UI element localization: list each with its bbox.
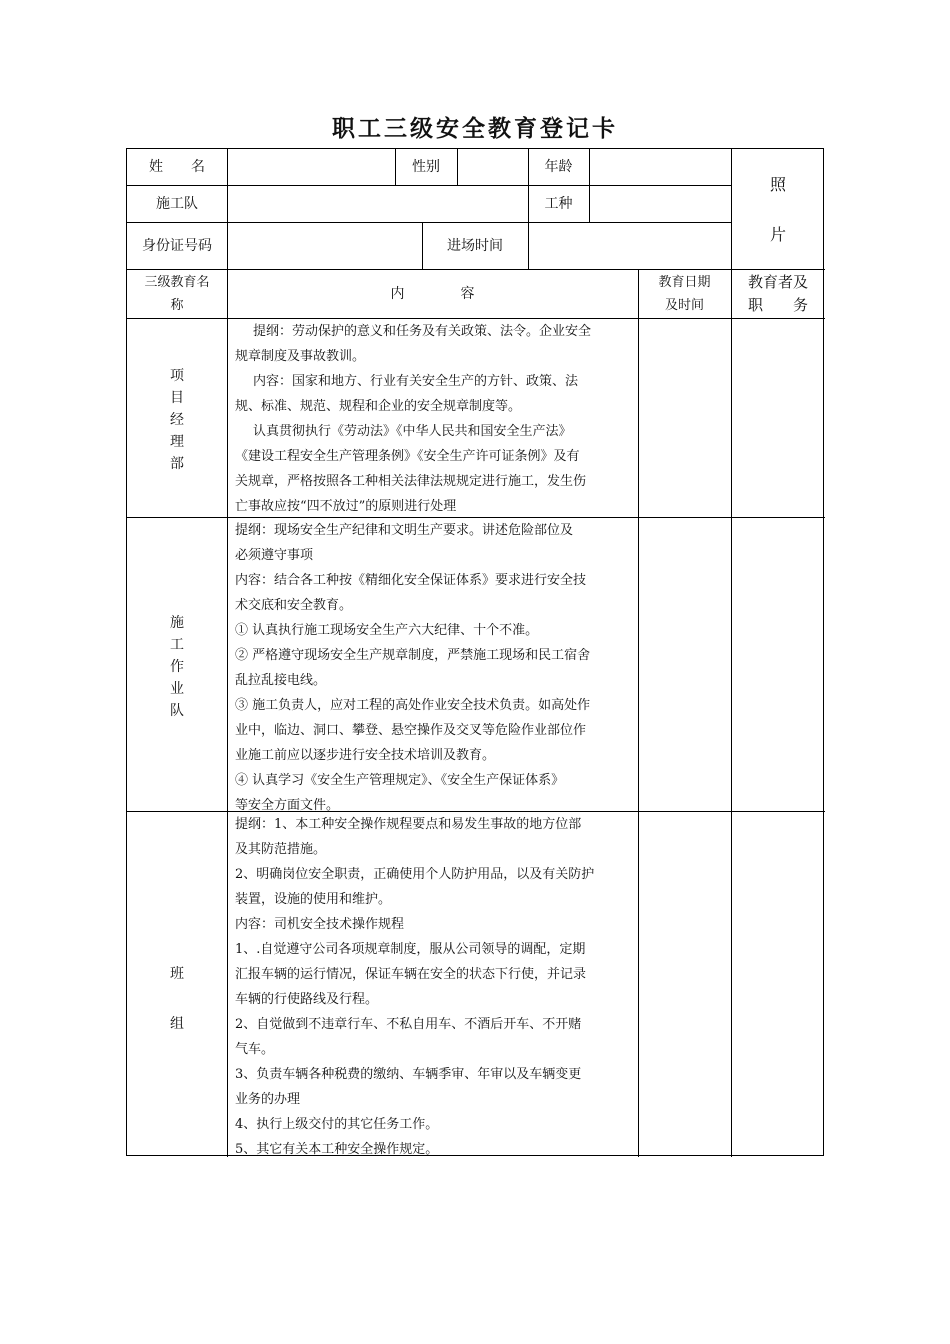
content-column-header: 内 容: [390, 285, 475, 302]
name-label: 姓 名: [149, 159, 205, 175]
photo-label-2: 片: [769, 225, 786, 244]
gender-label: 性别: [412, 159, 440, 175]
page-title: 职工三级安全教育登记卡: [332, 115, 618, 142]
id-label: 身份证号码: [142, 237, 212, 254]
entry-label: 进场时间: [447, 237, 503, 254]
level-column-header: 三级教育名 称: [144, 274, 210, 313]
id-field[interactable]: [227, 222, 422, 269]
educator-column-header: 教育者及 职 务: [747, 272, 808, 314]
date-field-team[interactable]: [638, 811, 731, 1157]
gender-field[interactable]: [457, 149, 528, 185]
educator-field-team[interactable]: [731, 811, 825, 1157]
age-label: 年龄: [544, 159, 573, 175]
age-field[interactable]: [589, 149, 731, 185]
team-field[interactable]: [227, 185, 528, 222]
registration-form: [126, 148, 824, 1156]
section-label-team: 班 组: [170, 966, 184, 1032]
educator-field-construction[interactable]: [731, 517, 825, 811]
educator-field-project[interactable]: [731, 318, 825, 517]
name-field[interactable]: [227, 149, 395, 185]
section-label-project: 项 目 经 理 部: [170, 368, 184, 472]
section-label-construction: 施 工 作 业 队: [170, 615, 184, 719]
entry-field[interactable]: [528, 222, 731, 269]
job-field[interactable]: [589, 185, 731, 222]
team-label: 施工队: [156, 195, 198, 212]
section-content-team: 提纲：1、本工种安全操作规程要点和易发生事故的地方位部 及其防范措施。 2、明确岗位安全职责，正确使用个人防护用品，以及有关防护 装置，设施的使用和维护。 内容：司机安全技术操作规程 1、.自觉遵守公司各项规章制度，服从公司领导的调配，定期 汇报车辆的运行情况，保证车辆在安全的状态下行使，并记录 车辆的行使路线及行程。 2、自觉做到不违章行车、不私自用车、不酒后开车、不开赌 气车。 3、负责车辆各种税费的缴纳、车辆季审、年审以及车辆变更 业务的办理 4、执行上级交付的其它任务工作。 5、其它有关本工种安全操作规定。: [235, 817, 595, 1157]
section-content-project: 提纲：劳动保护的意义和任务及有关政策、法令。企业安全 规章制度及事故教训。 内容：国家和地方、行业有关安全生产的方针、政策、法 规、标准、规范、规程和企业的安全规章制度等。 认真贯彻执行《劳动法》《中华人民共和国安全生产法》 《建设工程安全生产管理条例》《安全生产许可证条例》及有 关规章，严格按照各工种相关法律法规规定进行施工，发生伤 亡事故应按“四不放过”的原则进行处理: [235, 324, 592, 514]
job-label: 工种: [544, 195, 573, 212]
section-content-construction: 提纲：现场安全生产纪律和文明生产要求。讲述危险部位及 必须遵守事项 内容：结合各工种按《精细化安全保证体系》要求进行安全技 术交底和安全教育。 ① 认真执行施工现场安全生产六大纪律、十个不准。 ② 严格遵守现场安全生产规章制度，严禁施工现场和民工宿舍 乱拉乱接电线。 ③ 施工负责人，应对工程的高处作业安全技术负责。如高处作 业中，临边、洞口、攀登、悬空操作及交叉等危险作业部位作 业施工前应以逐步进行安全技术培训及教育。 ④ 认真学习《安全生产管理规定》、《安全生产保证体系》 等安全方面文件。: [235, 523, 591, 811]
photo-label-1: 照: [769, 175, 786, 194]
date-field-project[interactable]: [638, 318, 731, 517]
date-field-construction[interactable]: [638, 517, 731, 811]
date-column-header: 教育日期 及时间: [658, 274, 711, 313]
